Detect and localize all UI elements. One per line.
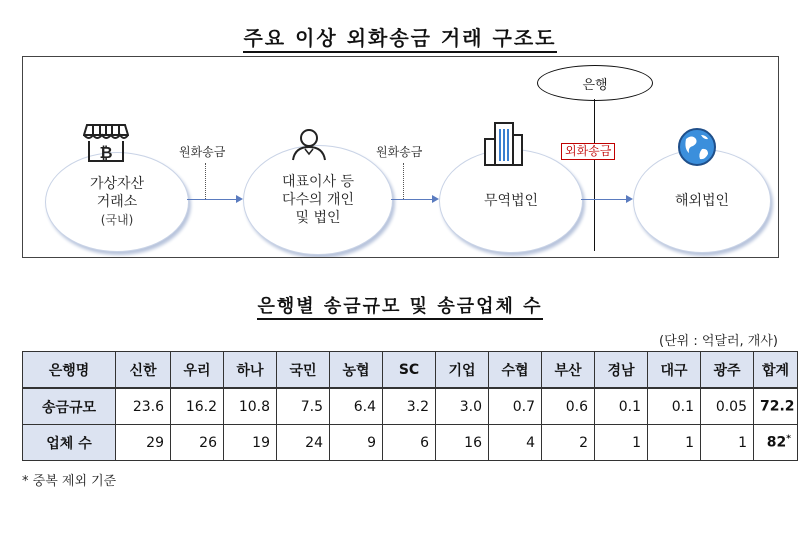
column-header: 농협 [330,352,383,389]
table-title: 은행별 송금규모 및 송금업체 수 [0,292,800,318]
total-mark: * [786,434,791,445]
node-label: 거래소 [96,194,138,210]
table-cell: 0.1 [648,388,701,425]
row-header: 업체 수 [23,425,116,461]
table-cell: 3.0 [436,388,489,425]
table-cell: 23.6 [116,388,171,425]
bank-label: 은행 [582,77,608,93]
person-icon [291,127,327,161]
node-label: 무역법인 [483,193,539,209]
node-label: 가상자산 [89,176,145,192]
table-cell: 0.6 [542,388,595,425]
table-cell: 1 [701,425,754,461]
table-cell: 4 [489,425,542,461]
footnote: * 중복 제외 기준 [22,474,117,489]
table-cell: 0.05 [701,388,754,425]
bitcoin-store-icon [83,121,129,165]
total-value: 82 [766,434,787,451]
table-row [23,388,798,425]
table-cell: 1 [648,425,701,461]
column-header: SC [383,352,436,389]
node-label: 및 법인 [295,210,341,226]
flow-connector [205,163,206,199]
total-cell [754,425,798,461]
column-header: 부산 [542,352,595,389]
column-header: 신한 [116,352,171,389]
globe-icon [677,127,717,167]
table-cell: 0.7 [489,388,542,425]
bank-oval [537,65,653,101]
node-crypto-exchange [45,152,189,252]
column-header: 합계 [754,352,798,389]
flow-label-krw-2: 원화송금 [376,145,423,159]
svg-text:₿: ₿ [99,143,113,162]
table-cell: 26 [171,425,224,461]
diagram-title: 주요 이상 외화송금 거래 구조도 [0,22,800,51]
table-cell: 6.4 [330,388,383,425]
flow-label-foreign-currency: 외화송금 [561,143,615,160]
table-cell: 16.2 [171,388,224,425]
flow-arrow [391,199,437,200]
table-cell: 19 [224,425,277,461]
column-header: 국민 [277,352,330,389]
unit-note: (단위 : 억달러, 개사) [659,334,778,349]
column-header: 대구 [648,352,701,389]
node-label: 해외법인 [674,193,730,209]
column-header: 기업 [436,352,489,389]
table-header-row [23,352,798,389]
node-sublabel: (국내) [100,213,134,227]
column-header: 경남 [595,352,648,389]
bank-divider-line [594,99,595,251]
node-ceo-individuals [243,145,393,255]
column-header: 우리 [171,352,224,389]
column-header: 광주 [701,352,754,389]
table-cell: 6 [383,425,436,461]
table-cell: 0.1 [595,388,648,425]
table-cell: 2 [542,425,595,461]
table-cell: 1 [595,425,648,461]
node-label: 대표이사 등 [281,174,355,190]
table-cell: 24 [277,425,330,461]
table-cell: 10.8 [224,388,277,425]
flow-arrow [581,199,631,200]
flow-diagram [22,56,779,258]
column-header: 은행명 [23,352,116,389]
table-cell: 3.2 [383,388,436,425]
flow-connector [403,163,404,199]
table-cell: 16 [436,425,489,461]
row-header: 송금규모 [23,388,116,425]
table-cell: 29 [116,425,171,461]
total-value: 72.2 [760,398,795,415]
table-row [23,425,798,461]
flow-arrow [187,199,241,200]
remittance-table [22,351,798,461]
flow-label-krw-1: 원화송금 [179,145,226,159]
node-label: 다수의 개인 [281,192,355,208]
table-cell: 7.5 [277,388,330,425]
building-icon [481,121,525,167]
total-cell [754,388,798,425]
column-header: 수협 [489,352,542,389]
table-cell: 9 [330,425,383,461]
column-header: 하나 [224,352,277,389]
